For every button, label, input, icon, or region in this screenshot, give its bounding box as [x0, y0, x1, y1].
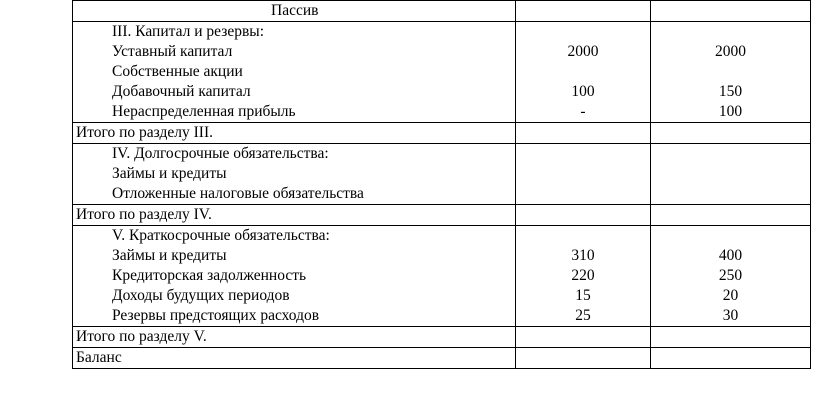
section-3-value-col3: [651, 62, 810, 82]
balance-sheet-liabilities: [72, 0, 810, 369]
section-5-value-col3: 400: [718, 247, 743, 264]
section-5-item-label: Займы и кредиты: [112, 247, 227, 264]
balance-row: [73, 348, 811, 369]
section-4-value-col2: [516, 144, 650, 164]
section-5-value-col3: 250: [718, 267, 743, 284]
section-4-total-row: [73, 205, 811, 226]
section-3-heading: III. Капитал и резервы:: [112, 23, 265, 40]
section-4-item-label: Займы и кредиты: [112, 165, 227, 182]
header-title: Пассив: [271, 2, 319, 19]
section-5-value-col2: 220: [571, 267, 595, 284]
section-3-total-label: Итого по разделу III.: [76, 124, 213, 141]
section-3-value-col3: 100: [718, 103, 743, 120]
section-3-item-label: Добавочный капитал: [112, 83, 251, 100]
liabilities-table: [72, 0, 811, 369]
section-3-total-row: [73, 123, 811, 144]
section-4-total-label: Итого по разделу IV.: [76, 206, 212, 223]
table-header-row: [73, 1, 811, 22]
section-5-heading: V. Краткосрочные обязательства:: [112, 227, 330, 244]
section-5-row: [73, 226, 811, 327]
section-3-row: [73, 22, 811, 123]
section-3-value-col3: 2000: [715, 43, 746, 60]
section-5-value-col2: 15: [575, 287, 591, 304]
section-4-item-label: Отложенные налоговые обязательства: [112, 185, 364, 202]
section-5-item-label: Доходы будущих периодов: [112, 287, 290, 304]
section-5-value-col2: 310: [571, 247, 595, 264]
section-3-value-col2: 100: [571, 83, 595, 100]
section-4-value-col3: [651, 164, 810, 184]
section-5-total-row: [73, 327, 811, 348]
section-4-row: [73, 144, 811, 205]
section-3-item-label: Уставный капитал: [112, 43, 233, 60]
section-4-value-col3: [651, 184, 810, 204]
section-3-value-col2: -: [580, 103, 586, 120]
section-3-value-col2: [516, 62, 650, 82]
section-4-value-col3: [651, 144, 810, 164]
header-col2: [516, 1, 650, 21]
section-4-value-col2: [516, 164, 650, 184]
section-5-item-label: Резервы предстоящих расходов: [112, 307, 320, 324]
section-5-item-label: Кредиторская задолженность: [112, 267, 307, 284]
section-5-value-col2: 25: [575, 307, 591, 324]
section-3-item-label: Нераспределенная прибыль: [112, 103, 296, 120]
section-3-value-col3: [651, 22, 810, 42]
section-4-heading: IV. Долгосрочные обязательства:: [112, 145, 329, 162]
section-5-total-label: Итого по разделу V.: [76, 328, 207, 345]
section-4-value-col2: [516, 184, 650, 204]
section-3-value-col2: [516, 22, 650, 42]
section-5-value-col2: [516, 226, 650, 246]
balance-label: Баланс: [76, 349, 122, 366]
section-5-value-col3: [651, 226, 810, 246]
section-5-value-col3: 30: [722, 307, 739, 324]
section-3-value-col3: 150: [718, 83, 743, 100]
section-5-value-col3: 20: [722, 287, 739, 304]
section-3-item-label: Собственные акции: [112, 63, 243, 80]
section-3-value-col2: 2000: [567, 43, 599, 60]
header-col3: [651, 1, 810, 21]
